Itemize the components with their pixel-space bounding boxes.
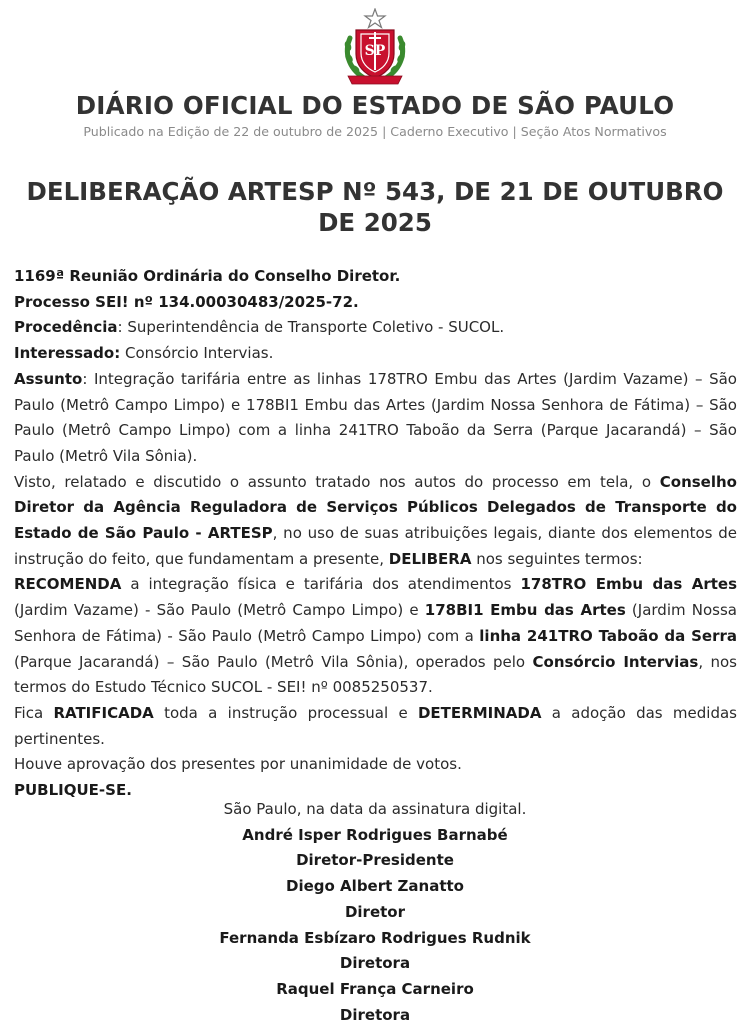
signer-name: Diego Albert Zanatto (286, 877, 464, 896)
line-241tro: linha 241TRO Taboão da Serra (479, 626, 737, 645)
rec-text-1: a integração física e tarifária dos atendimentos (121, 575, 521, 594)
signer-name: Raquel França Carneiro (276, 979, 474, 998)
line-178bi1: 178BI1 Embu das Artes (424, 601, 626, 620)
visto-intro: Visto, relatado e discutido o assunto tratado nos autos do processo em tela, o (14, 472, 660, 491)
meeting-line (14, 264, 737, 290)
interessado-line (14, 341, 737, 367)
fica-text-3: a adoção das medidas pertinentes. (14, 703, 737, 748)
signer-role: Diretora (339, 954, 411, 973)
council-name: Conselho Diretor da Agência Reguladora de Serviços Públicos Delegados de Transporte do Estado de São Paulo - ARTESP (14, 472, 737, 543)
meeting-text: 1169ª Reunião Ordinária do Conselho Diretor. (14, 267, 401, 285)
ratificada-keyword: RATIFICADA (53, 703, 154, 722)
interessado-label: Interessado: (14, 344, 121, 363)
visto-paragraph (14, 470, 737, 573)
signer-role: Diretora (339, 1005, 411, 1024)
line-178tro: 178TRO Embu das Artes (520, 575, 737, 594)
sao-paulo-coat-of-arms-icon (342, 8, 408, 86)
signer-name: Fernanda Esbízaro Rodrigues Rudnik (219, 928, 531, 947)
procedencia-label: Procedência (14, 318, 118, 337)
procedencia-line (14, 315, 737, 341)
svg-text:SP: SP (364, 43, 386, 59)
signer-role: Diretor (344, 902, 406, 921)
determinada-keyword: DETERMINADA (417, 703, 542, 722)
fica-text-1: Fica (14, 703, 54, 722)
assunto-paragraph (14, 367, 737, 470)
process-line (14, 290, 737, 316)
assunto-value: : Integração tarifária entre as linhas 178TRO Embu das Artes (Jardim Vazame) – São Paulo (Metrô Campo Limpo) e 178BI1 Embu das Artes (Jardim Nossa Senhora de Fátima) – São Paulo (Metrô Campo Limpo) com a linha 241TRO Taboão da Serra (Parque Jacarandá) – São Paulo (Metrô Vila Sônia). (14, 369, 737, 465)
document-title: DELIBERAÇÃO ARTESP Nº 543, DE 21 DE OUTUBRO DE 2025 (26, 177, 724, 237)
process-number: Processo SEI! nº 134.00030483/2025-72. (14, 292, 359, 311)
operator-name: Consórcio Intervias (532, 652, 699, 671)
journal-title: DIÁRIO OFICIAL DO ESTADO DE SÃO PAULO (75, 91, 675, 120)
recomenda-paragraph (14, 572, 737, 701)
procedencia-value: : Superintendência de Transporte Coletivo - SUCOL. (117, 318, 505, 337)
signer-name: André Isper Rodrigues Barnabé (242, 825, 508, 844)
visto-middle: , no uso de suas atribuições legais, diante dos elementos de instrução do feito, que fundamentam a presente, (14, 524, 737, 568)
place-date: São Paulo, na data da assinatura digital. (223, 800, 527, 818)
fica-text-2: toda a instrução processual e (153, 703, 418, 722)
visto-end: nos seguintes termos: (471, 549, 643, 568)
document-body (14, 264, 737, 804)
rec-text-5: , nos termos do Estudo Técnico SUCOL - SEI! nº 0085250537. (14, 652, 737, 697)
approval-line: Houve aprovação dos presentes por unanimidade de votos. (14, 755, 462, 774)
rec-text-3: (Jardim Nossa Senhora de Fátima) - São Paulo (Metrô Campo Limpo) com a (14, 601, 737, 645)
rec-text-4: (Parque Jacarandá) – São Paulo (Metrô Vila Sônia), operados pelo (14, 652, 533, 671)
delibera-keyword: DELIBERA (388, 549, 472, 568)
publication-info: Publicado na Edição de 22 de outubro de 2025 | Caderno Executivo | Seção Atos Normativos (83, 124, 667, 139)
interessado-value: Consórcio Intervias. (120, 344, 274, 363)
assunto-label: Assunto (14, 369, 83, 388)
signature-block (0, 797, 750, 1028)
recomenda-keyword: RECOMENDA (14, 575, 122, 594)
publish-keyword: PUBLIQUE-SE. (14, 781, 132, 800)
signer-role: Diretor-Presidente (296, 851, 454, 870)
fica-paragraph (14, 701, 737, 752)
rec-text-2: (Jardim Vazame) - São Paulo (Metrô Campo Limpo) e (14, 601, 425, 620)
